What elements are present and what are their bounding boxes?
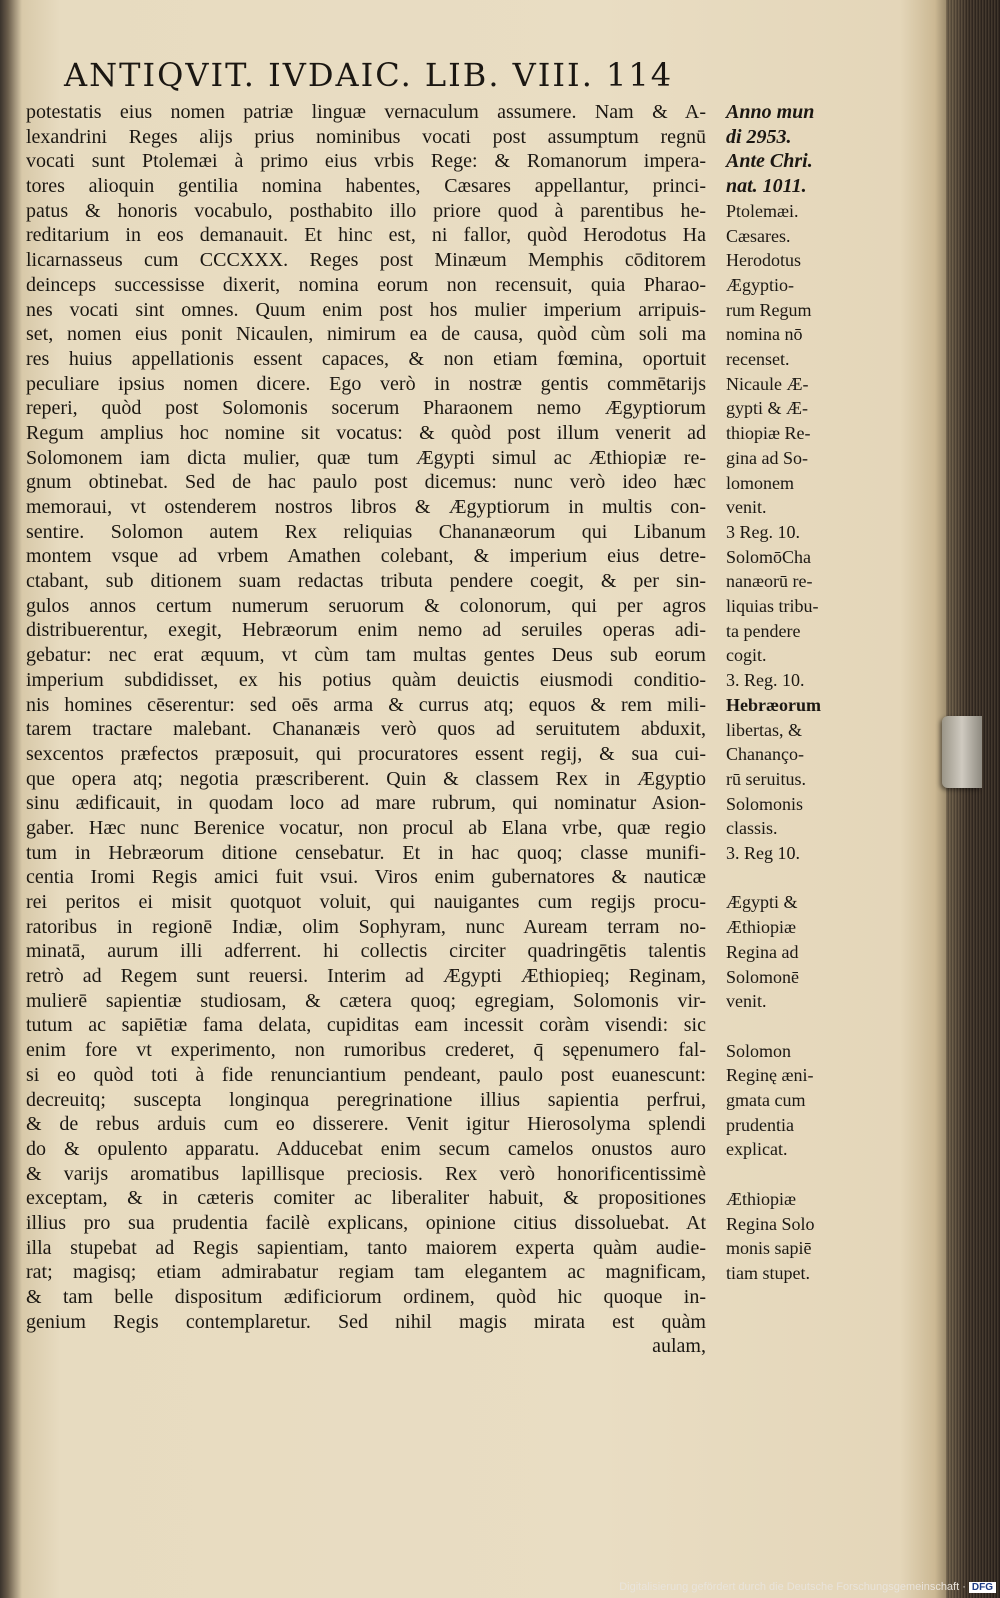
text-line: imperium subdidisset, ex his potius quàm deuictis eiusmodi conditio- (26, 668, 706, 691)
text-line: deinceps successisse dixerit, nomina eorum non recensuit, quia Pharao- (26, 273, 706, 296)
text-line: Solomonem iam dicta mulier, quæ tum Ægypti simul ac Æthiopiæ re- (26, 446, 706, 469)
margin-note: tiam stupet. (726, 1262, 810, 1283)
text-line: sexcentos præfectos præposuit, qui procuratores essent regij, & sua cui- (26, 742, 706, 765)
text-line: illa stupebat ad Regis sapientiam, tanto maiorem experta quàm audie- (26, 1236, 706, 1259)
margin-note: nomina nō (726, 324, 803, 345)
margin-note: nat. 1011. (726, 175, 807, 198)
text-line: patus & honoris vocabulo, posthabito illo priore quod à parentibus he- (26, 199, 706, 222)
margin-note: Nicaule Æ- (726, 373, 809, 394)
text-line: distribuerentur, exegit, Hebræorum enim nemo ad seruiles operas adi- (26, 619, 706, 642)
text-line: nes vocati sint omnes. Quum enim post hos mulier imperium arripuis- (26, 298, 706, 321)
text-line: minatā, aurum illi adferrent. hi collectis circiter quadringētis talentis (26, 940, 706, 963)
margin-note: Ægyptio- (726, 274, 795, 295)
text-line: montem vsque ad vrbem Amathen colebant, & imperium eius detre- (26, 545, 706, 568)
margin-note: 3. Reg 10. (726, 843, 800, 863)
text-line: rei peritos ei misit quotquot voluit, qui nauigantes cum regijs procu- (26, 891, 706, 913)
digitization-footer (596, 1581, 996, 1593)
margin-note: venit. (726, 991, 767, 1012)
text-line: licarnasseus cum CCCXXX. Reges post Minæum Memphis cōditorem (26, 249, 706, 272)
text-line: que opera atq; negotia præscriberent. Quin & classem Rex in Ægyptio (26, 767, 706, 790)
text-line: rat; magisq; etiam admirabatur regiam tam elegantem ac magnificam, (26, 1261, 706, 1284)
text-line: tum in Hebræorum ditione censebatur. Et in hac quoq; classe munifi- (26, 841, 706, 864)
text-line: illius pro sua prudentia facilè explicans, opinione citius dissoluebat. At (26, 1211, 706, 1234)
margin-note: Ptolemæi. (726, 200, 799, 221)
margin-note: gmata cum (726, 1090, 806, 1110)
text-line: & varijs aromatibus lapillisque preciosis. Rex verò honorificentissimè (26, 1162, 706, 1185)
margin-note: Cæsares. (726, 225, 791, 246)
margin-note: Solomonē (726, 966, 800, 987)
text-line: & tam belle dispositum ædificiorum ordinem, quòd hic quoque in- (26, 1286, 706, 1308)
text-line: nis homines cēserentur: sed oēs arma & currus atq; equos & rem mili- (26, 693, 706, 716)
margin-note: ta pendere (726, 620, 801, 641)
footer-credit: Digitalisierung gefördert durch die Deutsche Forschungsgemeinschaft · (619, 1581, 966, 1593)
margin-note: Solomonis (726, 793, 804, 814)
margin-note: di 2953. (726, 125, 792, 148)
margin-note: venit. (726, 497, 767, 518)
text-line: Regum amplius hoc nomine sit vocatus: & quòd post illum venerit ad (26, 421, 706, 444)
text-line: gaber. Hæc nunc Berenice vocatur, non procul ab Elana vrbe, quæ regio (26, 816, 706, 839)
text-line: reperi, quòd post Solomonis socerum Pharaonem nemo Ægyptiorum (26, 397, 706, 420)
text-line: ctabant, sub ditionem suam redactas tributa pendere coegit, & per sin- (26, 570, 706, 593)
text-line: si eo quòd toti à fide renunciantium pendeant, paulo post euanescunt: (26, 1063, 706, 1086)
margin-note: 3. Reg. 10. (726, 670, 805, 691)
margin-note: explicat. (726, 1139, 788, 1160)
margin-note: prudentia (726, 1114, 794, 1135)
margin-note: Regina Solo (726, 1213, 815, 1234)
margin-note: monis sapiē (726, 1238, 812, 1259)
margin-note: 3 Reg. 10. (726, 521, 800, 542)
text-line: tutum ac sapiētiæ fama delata, cupiditas eam incessit coràm visendi: sic (26, 1014, 706, 1037)
margin-note: gina ad So- (726, 447, 808, 468)
margin-note: nanæorū re- (726, 571, 813, 592)
dfg-logo: DFG (969, 1582, 996, 1593)
text-line: peculiare ipsius nomen dicere. Ego verò in nostræ gentis commētarijs (26, 372, 706, 395)
text-line: gnum obtinebat. Sed de hac paulo post dicemus: nunc verò ideo hæc (26, 471, 706, 494)
book-page-edges (946, 0, 1000, 1598)
margin-note: Æthiopiæ (726, 917, 797, 938)
margin-note: Regina ad (726, 941, 799, 962)
margin-note: Ægypti & (726, 892, 798, 913)
text-line: enim fore vt experimento, non rumoribus crederet, q̄ sępenumero fal- (26, 1039, 706, 1062)
margin-note: Ante Chri. (726, 150, 813, 173)
body-text (26, 100, 706, 1359)
text-line: ratoribus in regionē Indiæ, olim Sophyram, nunc Auream terram no- (26, 915, 706, 938)
text-line: potestatis eius nomen patriæ linguæ vernaculum assumere. Nam & A- (26, 101, 706, 123)
margin-note: lomonem (726, 472, 794, 493)
margin-note: Hebræorum (726, 694, 821, 715)
margin-note: rum Regum (726, 299, 812, 320)
bookmark-clip (942, 716, 982, 788)
text-line: aulam, (652, 1335, 706, 1358)
text-line: memoraui, vt ostenderem nostros libros & Ægyptiorum in multis con- (26, 496, 706, 518)
margin-note: Solomon (726, 1040, 792, 1061)
margin-note: Reginę æni- (726, 1065, 814, 1086)
main-text-column (26, 100, 821, 1359)
margin-note: Chananço- (726, 744, 804, 765)
margin-note: Anno mun (726, 101, 815, 123)
text-line: lexandrini Reges alijs prius nominibus vocati post assumptum regnū (26, 125, 706, 148)
margin-note: recenset. (726, 349, 790, 369)
margin-note: Herodotus (726, 250, 801, 271)
margin-note: Æthiopiæ (726, 1188, 797, 1209)
margin-note: libertas, & (726, 719, 802, 740)
text-line: genium Regis contemplaretur. Sed nihil magis mirata est quàm (26, 1310, 706, 1333)
margin-note: gypti & Æ- (726, 398, 809, 419)
text-line: mulierē sapientiæ studiosam, & cætera quoq; egregiam, Solomonis vir- (26, 989, 706, 1012)
running-header: ANTIQVIT. IVDAIC. LIB. VIII. 114 (64, 56, 674, 94)
margin-note: thiopiæ Re- (726, 423, 811, 444)
text-line: exceptam, & in cæteris comiter ac liberaliter habuit, & propositiones (26, 1187, 706, 1210)
margin-note: cogit. (726, 645, 767, 666)
text-line: decreuitq; suscepta longinqua peregrinatione illius sapientia perfrui, (26, 1088, 706, 1111)
text-line: vocati sunt Ptolemæi à primo eius vrbis Rege: & Romanorum impera- (26, 150, 706, 173)
text-line: gebatur: nec erat æquum, vt cùm tam multas gentes Deus sub eorum (26, 644, 706, 667)
text-line: gulos annos certum numerum seruorum & colonorum, qui per agros (26, 594, 706, 617)
margin-note: rū seruitus. (726, 768, 806, 789)
text-line: res huius appellationis essent capaces, & non etiam fœmina, oportuit (26, 347, 706, 370)
text-line: do & opulento apparatu. Adducebat enim secum camelos onustos auro (26, 1137, 706, 1160)
text-line: & de rebus arduis cum eo disserere. Venit igitur Hierosolyma splendi (26, 1113, 706, 1136)
text-line: sentire. Solomon autem Rex reliquias Chananæorum qui Libanum (26, 520, 706, 543)
text-line: tarem tractare malebant. Chananæis verò quos ad seruitutem abduxit, (26, 718, 706, 741)
margin-note: liquias tribu- (726, 596, 819, 616)
text-line: retrò ad Regem sunt reuersi. Interim ad Ægypti Æthiopieq; Reginam, (26, 965, 706, 988)
text-line: reditarium in eos demanauit. Et hinc est, ni fallor, quòd Herodotus Ha (26, 224, 706, 247)
text-line: sinu ædificauit, in quodam loco ad mare rubrum, qui nominatur Asion- (26, 792, 706, 815)
margin-note: classis. (726, 818, 778, 839)
text-line: centia Iromi Regis amici fuit vsui. Viros enim gubernatores & nauticæ (26, 866, 706, 889)
text-line: set, nomen eius ponit Nicaulen, nimirum ea de causa, quòd cùm soli ma (26, 323, 706, 346)
margin-note: SolomōCha (726, 546, 812, 567)
text-line: tores alioquin gentilia nomina habentes, Cæsares appellantur, princi- (26, 175, 706, 198)
